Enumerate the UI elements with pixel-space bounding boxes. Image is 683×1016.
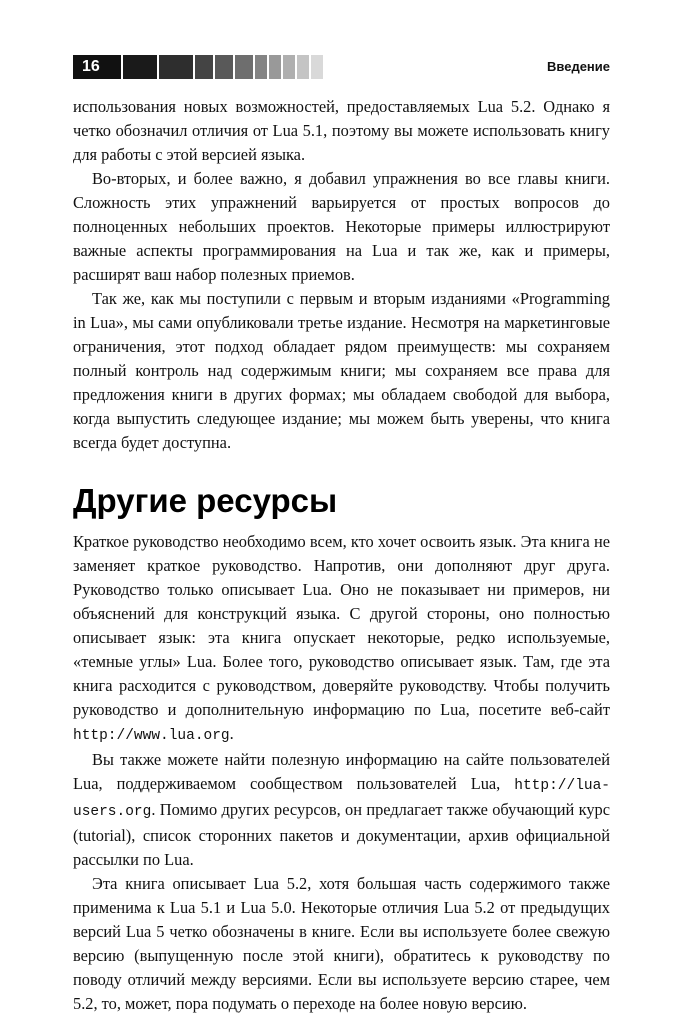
- lua-users-link[interactable]: http://lua-users.org: [73, 778, 610, 820]
- paragraph-self-publishing: Так же, как мы поступили с первым и вторым изданиями «Programming in Lua», мы сами опубликовали третье издание. Несмотря на маркетинговые ограничения, этот подход обладает рядом преимуществ: мы сохраняем полный контроль над содержимым книги; мы сохраняем все права для предложения книги в других формах; мы обладаем свободой для выбора, когда выпустить следующее издание; мы можем быть уверены, что книга всегда будет доступна.: [73, 289, 610, 452]
- paragraph-text: .: [229, 724, 234, 743]
- paragraph-reference-manual: [73, 530, 610, 748]
- header-bar: [215, 55, 233, 79]
- header-bar: [159, 55, 193, 79]
- paragraph-lua-users: [73, 748, 610, 872]
- header-bar: [255, 55, 267, 79]
- page-content: [73, 95, 610, 1016]
- paragraph-text: Краткое руководство необходимо всем, кто хочет освоить язык. Эта книга не заменяет краткое руководство. Напротив, они дополняют друг друга. Руководство только описывает Lua. Оно не показывает ни примеров, ни объяснений для конструкций языка. С другой стороны, оно полностью описывает язык: эта книга опускает некоторые, редко используемые, «темные углы» Lua. Более того, руководство описывает язык. Там, где эта книга расходится с руководством, доверяйте руководству. Чтобы получить руководство и дополнительную информацию по Lua, посетите веб-сайт: [73, 532, 610, 719]
- paragraph-versions: Эта книга описывает Lua 5.2, хотя большая часть содержимого также применима к Lua 5.1 и Lua 5.0. Некоторые отличия Lua 5.2 от предыдущих версий Lua 5 четко обозначены в книге. Если вы используете более свежую версию (выпущенную после этой книги), обратитесь к руководству по поводу отличий между версиями. Если вы используете версию старее, чем 5.2, то, может, пора подумать о переходе на более новую версию.: [73, 874, 610, 1013]
- paragraph-exercises: Во-вторых, и более важно, я добавил упражнения во все главы книги. Сложность этих упражнений варьируется от простых вопросов до полноценных небольших проектов. Некоторые примеры иллюстрируют важные аспекты программирования на Lua и так же, как и примеры, расширят ваш набор полезных приемов.: [73, 169, 610, 284]
- page-number: 16: [73, 55, 121, 79]
- paragraph-text: Вы также можете найти полезную информацию на сайте пользователей Lua, поддерживаемом сообществом пользователей Lua,: [73, 750, 610, 793]
- header-bar: [297, 55, 309, 79]
- lua-org-link[interactable]: http://www.lua.org: [73, 728, 230, 744]
- header-bar: [311, 55, 323, 79]
- paragraph-continued: использования новых возможностей, предоставляемых Lua 5.2. Однако я четко обозначил отличия от Lua 5.1, поэтому вы можете использовать книгу для работы с этой версией языка.: [73, 97, 610, 164]
- header-bar: [283, 55, 295, 79]
- header-bar: [235, 55, 253, 79]
- header-bar: [195, 55, 213, 79]
- header-bar: [269, 55, 281, 79]
- page-header: [73, 55, 610, 79]
- paragraph-text: . Помимо других ресурсов, он предлагает также обучающий курс (tutorial), список сторонних пакетов и документации, архив официальной рассылки по Lua.: [73, 800, 610, 869]
- header-bar: [123, 55, 157, 79]
- chapter-title: Введение: [547, 59, 610, 74]
- section-heading: Другие ресурсы: [73, 482, 338, 519]
